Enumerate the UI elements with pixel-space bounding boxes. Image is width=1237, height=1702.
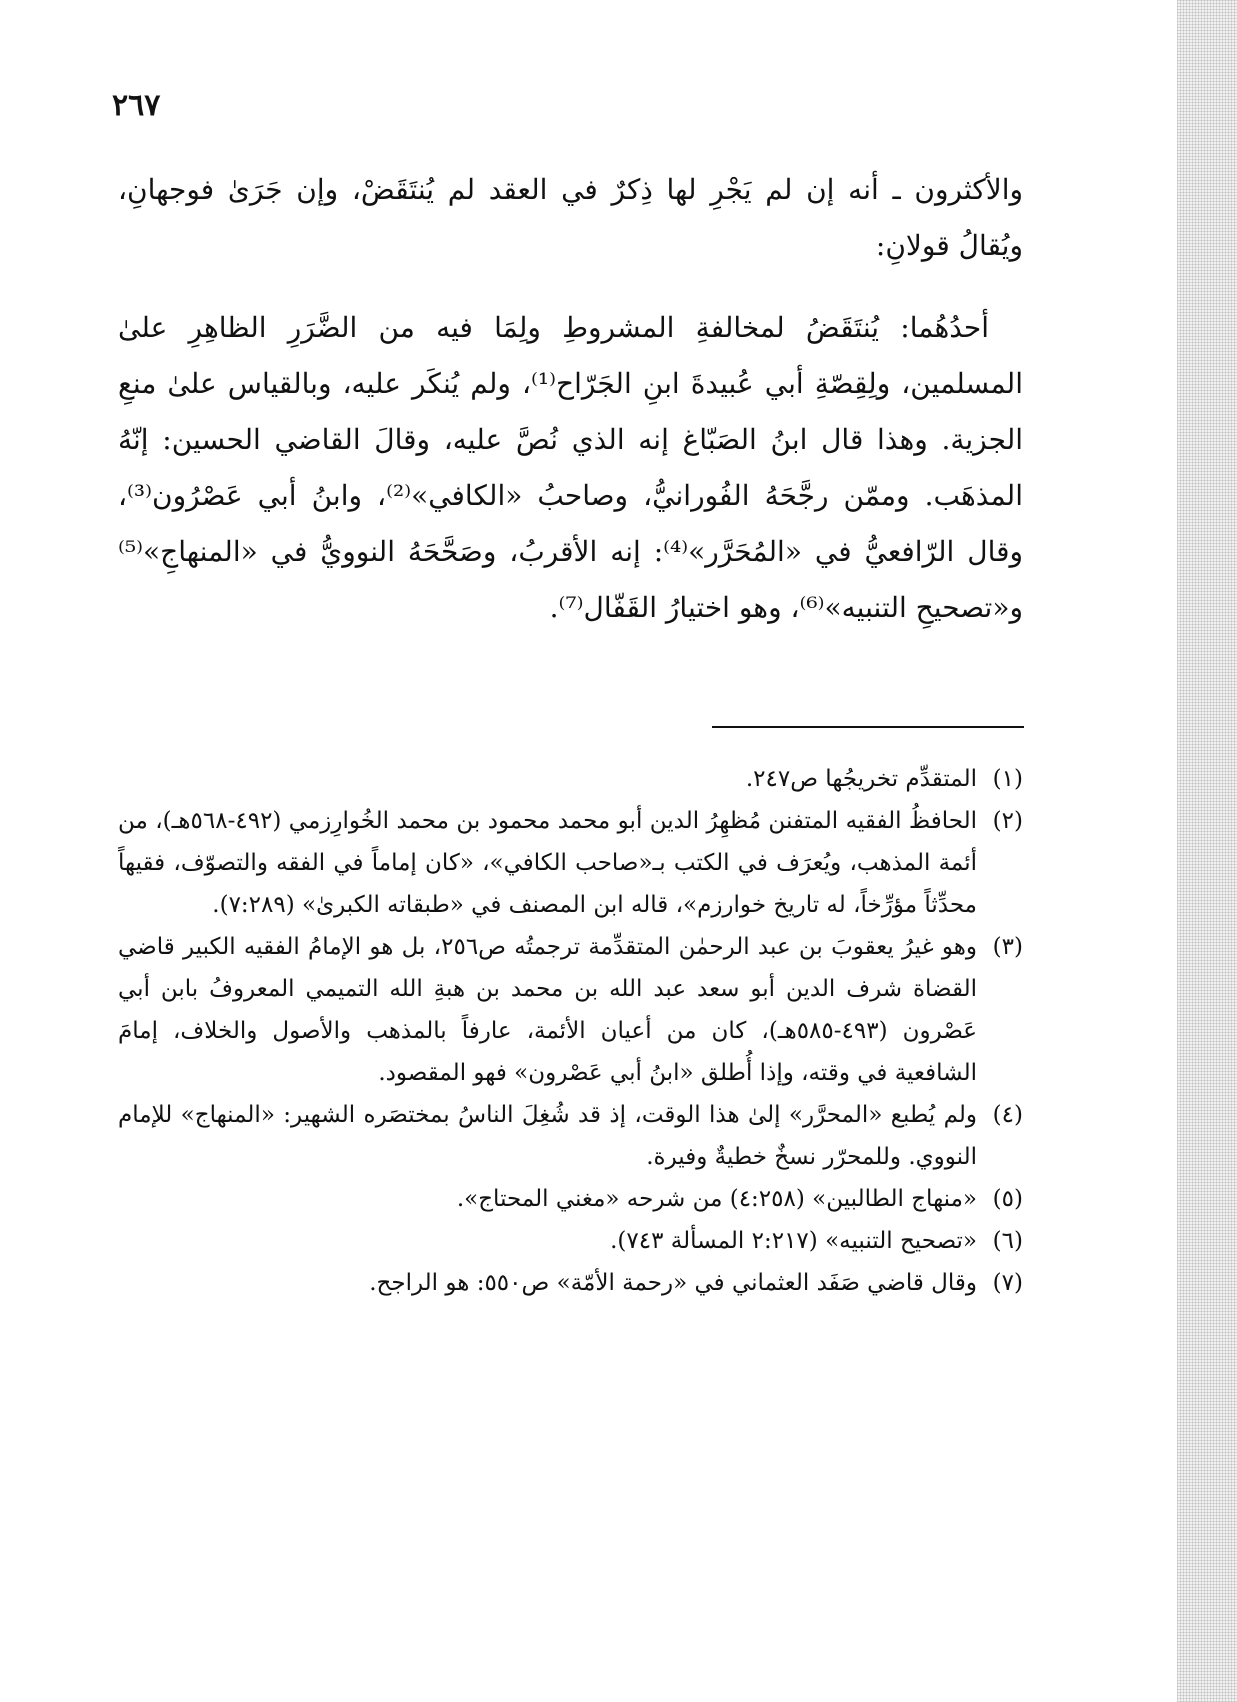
footnote-5 bbox=[118, 1178, 1023, 1220]
main-paragraph-2: أحدُهُما: يُنتَقَضُ لمخالفةِ المشروطِ ولِمَا فيه من الضَّرَرِ الظاهِرِ علىٰ المسلمين، ولِقِصّةِ أبي عُبيدةَ ابنِ الجَرّاح⁽¹⁾، ولم يُنكَر عليه، وبالقياس علىٰ منعِ الجزية. وهذا قال ابنُ الصَبّاغ إنه الذي نُصَّ عليه، وقالَ القاضي الحسين: إنّهُ المذهَب. وممّن رجَّحَهُ الفُورانيُّ، وصاحبُ «الكافي»⁽²⁾، وابنُ أبي عَصْرُون⁽³⁾، وقال الرّافعيُّ في «المُحَرَّر»⁽⁴⁾: إنه الأقربُ، وصَحَّحَهُ النوويُّ في «المنهاجِ»⁽⁵⁾ و«تصحيحِ التنبيه»⁽⁶⁾، وهو اختيارُ القَفّال⁽⁷⁾. bbox=[118, 311, 1024, 624]
footnote-text: ولم يُطبع «المحرَّر» إلىٰ هذا الوقت، إذ قد شُغِلَ الناسُ بمختصَره الشهير: «المنهاج» للإمام النووي. وللمحرّر نسخٌ خطيةٌ وفيرة. bbox=[118, 1102, 977, 1170]
footnote-separator bbox=[712, 726, 1024, 728]
page-number: ٢٦٧ bbox=[112, 88, 161, 123]
footnote-number: (٣) bbox=[992, 934, 1023, 960]
main-paragraph-1: والأكثرون ـ أنه إن لم يَجْرِ لها ذِكرٌ في العقد لم يُنتَقَضْ، وإن جَرَىٰ فوجهانِ، ويُقالُ قولانِ: bbox=[118, 173, 1023, 262]
footnote-text: وهو غيرُ يعقوبَ بن عبد الرحمٰن المتقدِّمة ترجمتُه ص٢٥٦، بل هو الإمامُ الفقيه الكبير قاضي القضاة شرف الدين أبو سعد عبد الله بن محمد بن هبةِ الله التميمي المعروفُ بابن أبي عَصْرون (٤٩٣-٥٨٥هـ)، كان من أعيان الأئمة، عارفاً بالمذهب والأصول والخلاف، إمامَ الشافعية في وقته، وإذا أُطلق «ابنُ أبي عَصْرون» فهو المقصود. bbox=[118, 934, 977, 1086]
footnote-6 bbox=[118, 1220, 1023, 1262]
footnote-number: (١) bbox=[992, 766, 1023, 792]
footnote-2 bbox=[118, 800, 1023, 926]
footnote-number: (٤) bbox=[992, 1102, 1023, 1128]
footnote-text: الحافظُ الفقيه المتفنن مُظهِرُ الدين أبو محمد محمود بن محمد الخُوارِزمي (٤٩٢-٥٦٨هـ)، من أئمة المذهب، ويُعرَف في الكتب بـ«صاحب الكافي»، «كان إماماً في الفقه والتصوّف، فقيهاً محدِّثاً مؤرِّخاً، له تاريخ خوارزم»، قاله ابن المصنف في «طبقاته الكبرىٰ» (٧:٢٨٩). bbox=[118, 808, 977, 918]
footnote-number: (٢) bbox=[992, 808, 1023, 834]
footnote-number: (٧) bbox=[992, 1270, 1023, 1296]
footnote-text: «تصحيح التنبيه» (٢:٢١٧ المسألة ٧٤٣). bbox=[610, 1228, 977, 1254]
footnote-1 bbox=[118, 758, 1023, 800]
footnotes bbox=[118, 758, 1023, 1304]
main-text bbox=[118, 162, 1023, 636]
footnote-number: (٥) bbox=[992, 1186, 1023, 1212]
footnote-text: وقال قاضي صَفَد العثماني في «رحمة الأمّة» ص٥٥٠: هو الراجح. bbox=[369, 1270, 977, 1296]
footnote-4 bbox=[118, 1094, 1023, 1178]
footnote-number: (٦) bbox=[992, 1228, 1023, 1254]
footnote-text: المتقدِّم تخريجُها ص٢٤٧. bbox=[745, 766, 977, 792]
footnote-3 bbox=[118, 926, 1023, 1094]
footnote-text: «منهاج الطالبين» (٤:٢٥٨) من شرحه «مغني المحتاج». bbox=[456, 1186, 977, 1212]
footnote-7 bbox=[118, 1262, 1023, 1304]
scan-edge-texture bbox=[1177, 0, 1237, 1702]
